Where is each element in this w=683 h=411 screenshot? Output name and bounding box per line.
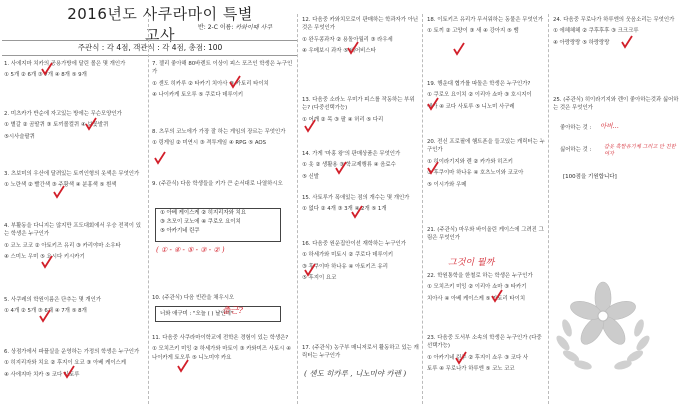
question-stem: 9. (주관식) 다음 학생들을 키가 큰 순서대로 나열하시오 bbox=[152, 181, 283, 187]
q10-handwritten-answer: 출근? bbox=[222, 306, 243, 316]
question-12 bbox=[302, 16, 420, 56]
question-choices: ① 옷 ② 생활용 ③ 학교제행류 ④ 음료수 bbox=[302, 162, 396, 169]
question-choices: ① 어깨 ② 목 ③ 팔 ④ 허리 ⑤ 다리 bbox=[302, 116, 384, 123]
student-info bbox=[198, 22, 272, 31]
question-stem: 13. 다음중 소라노 우미가 피스를 작동하는 부위는? (다중선택가능) bbox=[302, 97, 415, 112]
box-row: ① 아베 케이스케 ② 히지리자와 치요 bbox=[160, 210, 246, 216]
question-stem: 5. 사쿠레의 학원이름은 단추는 몇 개인가 bbox=[4, 297, 102, 303]
question-choices: ④ 나이카게 토오루 ⑤ 쿠로다 데루이키 bbox=[152, 92, 244, 99]
question-13 bbox=[302, 96, 420, 124]
question-stem: 24. 다음중 무로나가 하루엔의 웃음소리는 무엇인가 bbox=[553, 17, 675, 23]
q10-box bbox=[155, 306, 281, 322]
check-mark-icon bbox=[490, 288, 504, 302]
question-choices: ④ 스미노 우미 ⑤ 요시다 키시카기 bbox=[4, 254, 85, 261]
question-24 bbox=[553, 16, 679, 47]
check-mark-icon bbox=[303, 118, 317, 132]
check-mark-icon bbox=[334, 160, 348, 174]
question-stem: 22. 학원통학을 한철로 하는 학생은 누구인가 bbox=[427, 273, 533, 279]
name-handwritten: 카와이때 사쿠 bbox=[235, 24, 273, 31]
check-mark-icon bbox=[176, 358, 190, 372]
q17-handwritten-answer: ( 센도 히카루 , 니노미야 카렌 ) bbox=[304, 369, 407, 378]
question-11 bbox=[152, 334, 294, 362]
check-mark-icon bbox=[84, 116, 98, 130]
check-mark-icon bbox=[350, 204, 364, 218]
question-5 bbox=[4, 296, 146, 316]
question-choices: ① 5개 ② 6개 ③ 7개 ④ 8개 ⑤ 9개 bbox=[4, 72, 87, 79]
question-22 bbox=[427, 272, 545, 303]
question-choices: ① 모치즈키 미잉 ② 하세가와 마토이 ③ 카와미즈 사토시 ④ 나이카게 토오루 ⑤ 니노미야 카요 bbox=[152, 346, 291, 361]
question-stem: 7. 젤리 좋아해 80바렌트 이상이 피스 포즈인 학생은 누구인가 bbox=[152, 61, 293, 76]
box-row: ③ 츠모이 코노에 ④ 쿠로오 요이치 bbox=[160, 219, 241, 225]
question-3 bbox=[4, 170, 146, 190]
question-choices: ③ 후쿠이마 하나유 ④ 호츠노이와 코코아 bbox=[427, 170, 524, 177]
check-mark-icon bbox=[228, 74, 242, 88]
column-divider bbox=[148, 14, 149, 404]
check-mark-icon bbox=[620, 34, 634, 48]
question-choices: ① 없다 ② 4개 ③ 3개 ④ 2개 ⑤ 1개 bbox=[302, 206, 387, 213]
question-stem: 16. 다음중 원운집안이선 재학하는 누구인가 bbox=[302, 241, 406, 247]
question-choices: ⑤ 후지이 요코 bbox=[302, 275, 337, 282]
question-choices: ① 히지리자와 치요 ② 후지이 요코 ③ 아베 케이스케 bbox=[4, 360, 126, 367]
check-mark-icon bbox=[454, 350, 468, 364]
school-emblem-icon bbox=[553, 268, 653, 378]
q25-like-label: 좋아하는 것 : bbox=[560, 125, 592, 131]
check-mark-icon bbox=[40, 61, 54, 75]
check-mark-icon bbox=[62, 364, 76, 378]
question-choices: ① 4개 ② 5개 ③ 6개 ④ 7개 ⑤ 8개 bbox=[4, 308, 87, 315]
check-mark-icon bbox=[38, 308, 52, 322]
question-stem: 25. (주관식) 히이라기지와 렌이 좋아하는것과 싫어하는 것은 무엇인가 bbox=[553, 97, 679, 112]
column-divider bbox=[548, 14, 549, 404]
question-stem: 10. (주관식) 다음 빈칸을 채우시오 bbox=[152, 295, 235, 301]
question-stem: 1. 사에지마 치카의 공용가방에 달린 볼은 몇 개인가 bbox=[4, 61, 126, 67]
question-14 bbox=[302, 150, 420, 181]
question-9 bbox=[152, 180, 294, 188]
question-17 bbox=[302, 344, 420, 361]
question-choices: ⑤ 신발 bbox=[302, 173, 319, 180]
question-choices: ③ 후쿠이마 하나유 ④ 아토키즈 유리 bbox=[302, 263, 388, 270]
question-25 bbox=[553, 96, 679, 113]
check-mark-icon bbox=[452, 41, 466, 55]
question-23 bbox=[427, 334, 545, 374]
question-choices: 애가 ④ 코다 사토루 ⑤ 니노미 사구레 bbox=[427, 103, 515, 110]
question-choices: ① 히이라기지와 렌 ② 카가와 히즈키 bbox=[427, 158, 513, 165]
scoring-info: 주관식 : 각 4점, 객관식 : 각 4점, 총점: 100 bbox=[2, 40, 298, 56]
question-10 bbox=[152, 294, 294, 302]
question-4 bbox=[4, 222, 146, 262]
question-choices: ① 쿠로오 요이치 ② 이리아 쇼마 ③ 호시지이 bbox=[427, 92, 532, 99]
q25-dislike-label: 싫어하는 것 : bbox=[560, 147, 592, 153]
question-stem: 20. 전신 프로필에 햄트폰을 들고있는 캐릭터는 누구인가 bbox=[427, 139, 545, 154]
column-divider bbox=[297, 14, 298, 404]
question-choices: ① 별갈 ② 곰딸퀴 ③ 토끼볼컬퀴 ④ 보꽃발퀴 bbox=[4, 122, 109, 129]
question-choices: ① 링게임 ② 미연시 ③ 격투게임 ④ RPG ⑤ AOS bbox=[152, 140, 267, 147]
column-divider bbox=[422, 14, 423, 404]
question-choices: ④ 사에지마 치카 ⑤ 코다 사토루 bbox=[4, 371, 80, 378]
question-choices: ① 노란색 ② 빨간색 ③ 주황색 ④ 분홍색 ⑤ 흰색 bbox=[4, 182, 117, 189]
question-stem: 21. (주관식) 마우와 바이올린 케이스에 그려진 그림은 무엇인가 bbox=[427, 227, 544, 242]
question-1 bbox=[4, 60, 146, 80]
check-mark-icon bbox=[40, 254, 54, 268]
question-choices: ① 센도 히카루 ② 타카기 치아사 ③ 카토리 타이치 bbox=[152, 80, 269, 87]
q9-option-box bbox=[155, 208, 281, 242]
question-choices: ⑤시사슬팔퀴 bbox=[4, 133, 35, 140]
question-choices: ⑤ 이시가와 우메 bbox=[427, 181, 467, 188]
question-stem: 3. 츠보미의 우산에 달려있는 토끼인형의 옷색은 무엇인가 bbox=[4, 171, 140, 177]
question-choices: 토루 ④ 무로나가 하루엔 ⑤ 코노 코코 bbox=[427, 366, 515, 373]
question-19 bbox=[427, 80, 545, 111]
box-row: ⑤ 아카기네 린쿠 bbox=[160, 228, 200, 234]
question-stem: 18. 이토키즈 유리가 무서워하는 동물은 무엇인가 bbox=[427, 17, 544, 23]
q25-like-answer: 아버... bbox=[600, 122, 619, 130]
question-18 bbox=[427, 16, 545, 36]
end-note: [100점을 기원합니다] bbox=[563, 174, 617, 180]
question-16 bbox=[302, 240, 420, 283]
question-stem: 2. 미츠카가 반순에 자고있는 방에는 무슨모양인가 bbox=[4, 111, 122, 117]
question-stem: 11. 다음중 사쿠라마이학교에 전학온 경험이 있는 학생은? bbox=[152, 335, 289, 341]
question-choices: ① 토끼 ② 고양이 ③ 새 ④ 강아지 ⑤ 뱀 bbox=[427, 28, 519, 35]
question-stem: 6. 상점가에서 파플실을 운영하는 가정의 학생은 누구인가 bbox=[4, 349, 140, 355]
question-21 bbox=[427, 226, 545, 243]
question-stem: 8. 츠무의 코노에가 가장 잘 하는 게임의 장르는 무엇인가 bbox=[152, 129, 286, 135]
question-stem: 14. 가게 '마홍 왕'의 판매상품은 무엇인가 bbox=[302, 151, 401, 157]
check-mark-icon bbox=[303, 262, 317, 276]
question-stem: 19. 행운대 협가를 따돌은 학생은 누구인가? bbox=[427, 81, 531, 87]
check-mark-icon bbox=[426, 96, 440, 110]
question-stem: 12. 다음중 카와치모로이 판매하는 학과자가 아닌 것은 무엇인가 bbox=[302, 17, 419, 32]
question-choices: ① 에헤헤헤 ② 쿠후후후 ③ 크크크루 bbox=[553, 28, 639, 35]
name-label: 이름: bbox=[219, 24, 234, 31]
check-mark-icon bbox=[346, 40, 360, 54]
question-choices: ① 완두콩과자 ② 용돌아월리 ③ 라우세 bbox=[302, 36, 393, 43]
check-mark-icon bbox=[52, 184, 66, 198]
class-label: 반: 2-C bbox=[198, 24, 218, 31]
question-stem: 4. 부활동을 다니지는 않지만 프도대회에서 우승 전적이 있는 학생은 누구인가 bbox=[4, 223, 141, 238]
question-choices: ① 코노 코코 ② 아토키즈 유리 ③ 카리야마 소우타 bbox=[4, 242, 121, 249]
question-20 bbox=[427, 138, 545, 189]
check-mark-icon bbox=[426, 160, 440, 174]
question-choices: ④ 우메보시 과자 ⑤ 베어비스타 bbox=[302, 48, 376, 55]
question-choices: ① 모치즈키 미잉 ② 이리아 쇼마 ③ 타카기 bbox=[427, 284, 527, 291]
exam-title: 2016년도 사쿠라마이 특별고사 bbox=[67, 5, 253, 44]
question-stem: 15. 사토루가 폭애있는 점의 개수는 몇 개인가 bbox=[302, 195, 410, 201]
q25-dislike-answer: 갑옷 흑발유기체 그리고 안 친한여자 bbox=[604, 144, 676, 157]
question-choices: ① 아카기네 린쿠 ② 후지이 쇼우 ③ 코다 사 bbox=[427, 354, 529, 361]
check-mark-icon bbox=[153, 150, 167, 164]
question-8 bbox=[152, 128, 294, 148]
q21-handwritten-answer: 그것이 뭘까 bbox=[448, 258, 495, 268]
question-stem: 17. (주관식) 농구부 매니저로서 활동하고 있는 캐릭터는 누구인가 bbox=[302, 345, 419, 360]
question-stem: 23. 다음중 도서부 소속의 학생은 누구인가 (다중선택가능) bbox=[427, 335, 542, 350]
question-7 bbox=[152, 60, 294, 100]
box-row: 너와 애구미 : "오늘 ( ) 날인데" bbox=[160, 311, 234, 317]
question-2 bbox=[4, 110, 146, 141]
question-choices: 치아사 ④ 아베 케이스케 ⑤ 카토리 타이치 bbox=[427, 295, 526, 302]
question-choices: ① 하세가와 미토시 ② 쿠로다 데루이키 bbox=[302, 252, 394, 259]
question-choices: ④ 아랑랑랑 ⑤ 하랑랑랑 bbox=[553, 39, 610, 46]
q9-handwritten-answer: ( ① - ④ - ⑤ - ③ - ② ) bbox=[156, 246, 225, 254]
